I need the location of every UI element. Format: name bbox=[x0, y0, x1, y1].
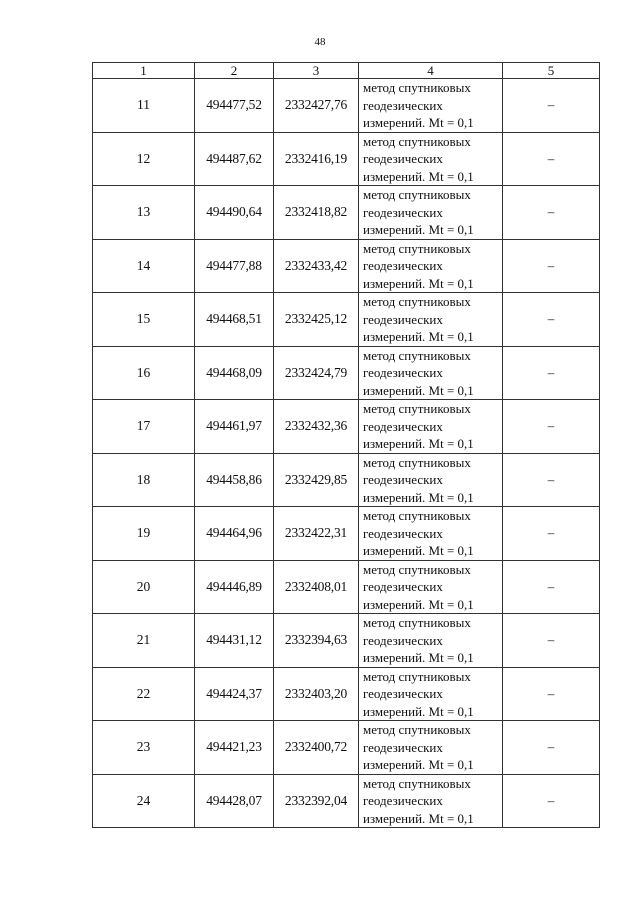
method-line-3: измерений. Mt = 0,1 bbox=[363, 703, 474, 719]
point-number: 23 bbox=[93, 721, 195, 775]
column-header-1: 1 bbox=[93, 63, 195, 79]
method-line-3: измерений. Mt = 0,1 bbox=[363, 382, 474, 398]
method-description bbox=[359, 721, 503, 775]
table-row bbox=[93, 346, 600, 400]
coordinate-y: 2332416,19 bbox=[274, 132, 359, 186]
column-header-5: 5 bbox=[503, 63, 600, 79]
point-number: 18 bbox=[93, 453, 195, 507]
coordinate-y: 2332418,82 bbox=[274, 186, 359, 240]
method-line-2: геодезических bbox=[363, 793, 443, 808]
coordinate-y: 2332427,76 bbox=[274, 79, 359, 133]
method-line-3: измерений. Mt = 0,1 bbox=[363, 222, 474, 237]
coordinate-y: 2332403,20 bbox=[274, 667, 359, 721]
point-number: 12 bbox=[93, 132, 195, 186]
coordinate-y: 2332408,01 bbox=[274, 560, 359, 614]
method-line-3: измерений. Mt = 0,1 bbox=[363, 810, 474, 826]
method-description bbox=[359, 614, 503, 668]
method-line-3: измерений. Mt = 0,1 bbox=[363, 489, 474, 505]
coordinate-x: 494487,62 bbox=[195, 132, 274, 186]
point-number: 16 bbox=[93, 346, 195, 400]
coordinate-y: 2332429,85 bbox=[274, 453, 359, 507]
coordinate-x: 494464,96 bbox=[195, 507, 274, 561]
note-dash: – bbox=[503, 132, 600, 186]
note-dash: – bbox=[503, 614, 600, 668]
coordinate-x: 494431,12 bbox=[195, 614, 274, 668]
table-row bbox=[93, 239, 600, 293]
note-dash: – bbox=[503, 774, 600, 828]
note-dash: – bbox=[503, 239, 600, 293]
page-number: 48 bbox=[314, 36, 326, 48]
point-number: 22 bbox=[93, 667, 195, 721]
method-description bbox=[359, 507, 503, 561]
point-number: 19 bbox=[93, 507, 195, 561]
coordinate-x: 494428,07 bbox=[195, 774, 274, 828]
table-row bbox=[93, 400, 600, 454]
method-line-3: измерений. Mt = 0,1 bbox=[363, 115, 474, 130]
point-number: 24 bbox=[93, 774, 195, 828]
coordinate-x: 494468,51 bbox=[195, 293, 274, 347]
coordinate-y: 2332394,63 bbox=[274, 614, 359, 668]
point-number: 21 bbox=[93, 614, 195, 668]
method-line-2: геодезических bbox=[363, 525, 443, 541]
method-line-1: метод спутниковых bbox=[363, 775, 471, 791]
method-line-1: метод спутниковых bbox=[363, 508, 471, 523]
note-dash: – bbox=[503, 346, 600, 400]
method-description bbox=[359, 132, 503, 186]
method-line-3: измерений. Mt = 0,1 bbox=[363, 596, 474, 612]
coordinate-x: 494458,86 bbox=[195, 453, 274, 507]
note-dash: – bbox=[503, 186, 600, 240]
note-dash: – bbox=[503, 721, 600, 775]
note-dash: – bbox=[503, 79, 600, 133]
method-line-1: метод спутниковых bbox=[363, 80, 471, 95]
point-number: 17 bbox=[93, 400, 195, 454]
method-line-2: геодезических bbox=[363, 579, 443, 594]
point-number: 15 bbox=[93, 293, 195, 347]
method-line-1: метод спутниковых bbox=[363, 561, 471, 577]
note-dash: – bbox=[503, 507, 600, 561]
coordinate-x: 494490,64 bbox=[195, 186, 274, 240]
method-description bbox=[359, 453, 503, 507]
coordinate-y: 2332433,42 bbox=[274, 239, 359, 293]
table-row bbox=[93, 560, 600, 614]
method-line-3: измерений. Mt = 0,1 bbox=[363, 275, 474, 291]
coordinates-table bbox=[92, 62, 600, 828]
method-line-2: геодезических bbox=[363, 739, 443, 755]
method-line-2: геодезических bbox=[363, 418, 443, 434]
coordinate-y: 2332392,04 bbox=[274, 774, 359, 828]
method-description bbox=[359, 186, 503, 240]
note-dash: – bbox=[503, 560, 600, 614]
method-line-2: геодезических bbox=[363, 632, 443, 648]
column-header-3: 3 bbox=[274, 63, 359, 79]
method-line-1: метод спутниковых bbox=[363, 187, 471, 202]
coordinate-y: 2332432,36 bbox=[274, 400, 359, 454]
method-line-2: геодезических bbox=[363, 472, 443, 487]
method-description bbox=[359, 346, 503, 400]
point-number: 13 bbox=[93, 186, 195, 240]
table-row bbox=[93, 453, 600, 507]
table-header-row bbox=[93, 63, 600, 79]
method-line-3: измерений. Mt = 0,1 bbox=[363, 329, 474, 344]
table-row bbox=[93, 774, 600, 828]
method-line-2: геодезических bbox=[363, 97, 443, 113]
coordinate-x: 494424,37 bbox=[195, 667, 274, 721]
coordinate-x: 494477,88 bbox=[195, 239, 274, 293]
method-line-3: измерений. Mt = 0,1 bbox=[363, 543, 474, 558]
method-line-1: метод спутниковых bbox=[363, 668, 471, 684]
table-row bbox=[93, 721, 600, 775]
method-line-2: геодезических bbox=[363, 311, 443, 327]
note-dash: – bbox=[503, 667, 600, 721]
method-line-1: метод спутниковых bbox=[363, 454, 471, 470]
note-dash: – bbox=[503, 293, 600, 347]
method-line-2: геодезических bbox=[363, 258, 443, 273]
method-line-1: метод спутниковых bbox=[363, 615, 471, 630]
method-line-3: измерений. Mt = 0,1 bbox=[363, 650, 474, 665]
table-row bbox=[93, 667, 600, 721]
method-description bbox=[359, 239, 503, 293]
method-description bbox=[359, 400, 503, 454]
coordinate-x: 494477,52 bbox=[195, 79, 274, 133]
table-row bbox=[93, 186, 600, 240]
method-description bbox=[359, 293, 503, 347]
method-line-1: метод спутниковых bbox=[363, 347, 471, 363]
coordinate-x: 494421,23 bbox=[195, 721, 274, 775]
method-line-2: геодезических bbox=[363, 151, 443, 166]
coordinate-y: 2332424,79 bbox=[274, 346, 359, 400]
method-line-3: измерений. Mt = 0,1 bbox=[363, 168, 474, 184]
method-line-3: измерений. Mt = 0,1 bbox=[363, 757, 474, 772]
coordinate-y: 2332425,12 bbox=[274, 293, 359, 347]
coordinate-x: 494461,97 bbox=[195, 400, 274, 454]
point-number: 20 bbox=[93, 560, 195, 614]
method-description bbox=[359, 79, 503, 133]
point-number: 11 bbox=[93, 79, 195, 133]
method-line-2: геодезических bbox=[363, 686, 443, 701]
coordinate-x: 494446,89 bbox=[195, 560, 274, 614]
method-line-2: геодезических bbox=[363, 365, 443, 380]
method-line-1: метод спутниковых bbox=[363, 240, 471, 256]
method-description bbox=[359, 667, 503, 721]
method-line-1: метод спутниковых bbox=[363, 133, 471, 149]
coordinate-y: 2332400,72 bbox=[274, 721, 359, 775]
table-row bbox=[93, 614, 600, 668]
method-description bbox=[359, 774, 503, 828]
coordinate-x: 494468,09 bbox=[195, 346, 274, 400]
table-row bbox=[93, 293, 600, 347]
note-dash: – bbox=[503, 400, 600, 454]
table-row bbox=[93, 132, 600, 186]
point-number: 14 bbox=[93, 239, 195, 293]
method-description bbox=[359, 560, 503, 614]
method-line-1: метод спутниковых bbox=[363, 401, 471, 416]
table-row bbox=[93, 79, 600, 133]
method-line-1: метод спутниковых bbox=[363, 722, 471, 737]
column-header-4: 4 bbox=[359, 63, 503, 79]
method-line-3: измерений. Mt = 0,1 bbox=[363, 436, 474, 451]
coordinate-y: 2332422,31 bbox=[274, 507, 359, 561]
note-dash: – bbox=[503, 453, 600, 507]
table-row bbox=[93, 507, 600, 561]
column-header-2: 2 bbox=[195, 63, 274, 79]
method-line-2: геодезических bbox=[363, 204, 443, 220]
method-line-1: метод спутниковых bbox=[363, 294, 471, 309]
